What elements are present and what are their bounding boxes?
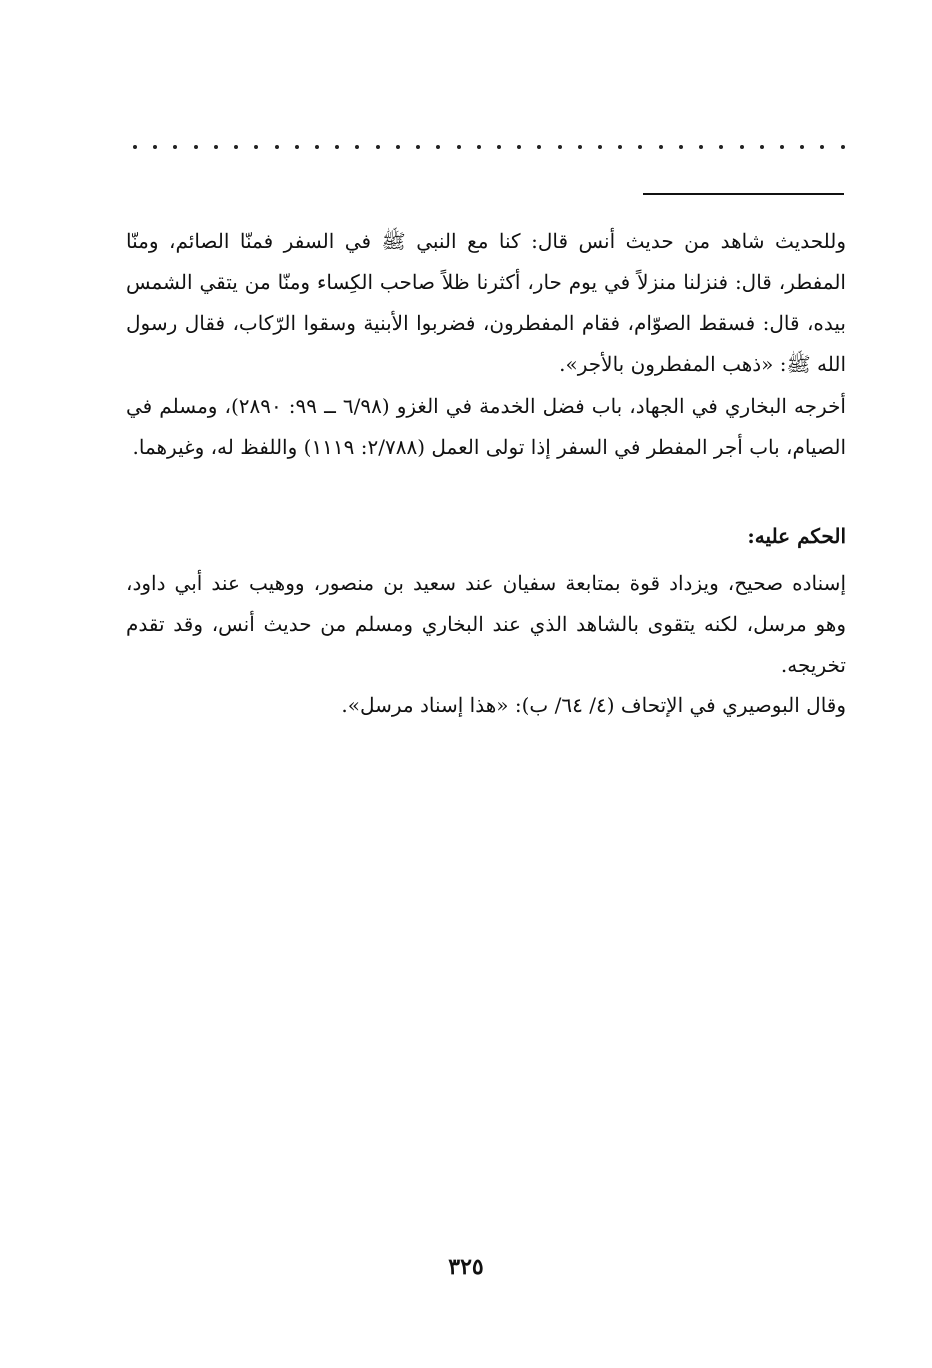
page-number: ٣٢٥	[448, 1254, 484, 1280]
separator-dot	[355, 145, 359, 149]
paragraph-witness-hadith: وللحديث شاهد من حديث أنس قال: كنا مع النبي ﷺ في السفر فمنّا الصائم، ومنّا المفطر، قال: فنزلنا منزلاً في يوم حار، أكثرنا ظلاً صاحب الكِساء ومنّا من يتقي الشمس بيده، قال: فسقط الصوّام، فقام المفطرون، فضربوا الأبنية وسقوا الرّكاب، فقال رسول الله ﷺ: «ذهب المفطرون بالأجر».	[126, 229, 846, 376]
separator-dot	[254, 145, 258, 149]
separator-dot	[214, 145, 218, 149]
separator-dot	[416, 145, 420, 149]
separator-dot	[234, 145, 238, 149]
separator-dot	[679, 145, 683, 149]
separator-dot	[153, 145, 157, 149]
separator-dot	[638, 145, 642, 149]
separator-dot	[820, 145, 824, 149]
separator-dot	[760, 145, 764, 149]
dotted-separator	[133, 140, 845, 154]
separator-dot	[133, 145, 137, 149]
ruling-heading: الحكم عليه:	[747, 524, 846, 548]
separator-dot	[780, 145, 784, 149]
separator-dot	[537, 145, 541, 149]
separator-dot	[841, 145, 845, 149]
separator-dot	[578, 145, 582, 149]
separator-dot	[173, 145, 177, 149]
separator-dot	[517, 145, 521, 149]
separator-dot	[558, 145, 562, 149]
separator-dot	[295, 145, 299, 149]
separator-dot	[315, 145, 319, 149]
separator-dot	[436, 145, 440, 149]
paragraph-takhrij: أخرجه البخاري في الجهاد، باب فضل الخدمة في الغزو (٦/٩٨ ــ ٩٩: ٢٨٩٠)، ومسلم في الصيام، باب أجر المفطر في السفر إذا تولى العمل (٢/٧٨٨: ١١١٩) واللفظ له، وغيرهما.	[126, 394, 846, 459]
footnote-rule	[643, 193, 844, 195]
separator-dot	[275, 145, 279, 149]
separator-dot	[719, 145, 723, 149]
separator-dot	[335, 145, 339, 149]
separator-dot	[699, 145, 703, 149]
separator-dot	[376, 145, 380, 149]
separator-dot	[396, 145, 400, 149]
paragraph-busiri: وقال البوصيري في الإتحاف (٤/ ٦٤/ ب): «هذا إسناد مرسل».	[341, 693, 846, 717]
separator-dot	[659, 145, 663, 149]
separator-dot	[457, 145, 461, 149]
separator-dot	[740, 145, 744, 149]
separator-dot	[497, 145, 501, 149]
separator-dot	[618, 145, 622, 149]
separator-dot	[194, 145, 198, 149]
separator-dot	[800, 145, 804, 149]
paragraph-ruling: إسناده صحيح، ويزداد قوة بمتابعة سفيان عند سعيد بن منصور، ووهيب عند أبي داود، وهو مرسل، لكنه يتقوى بالشاهد الذي عند البخاري ومسلم من حديث أنس، وقد تقدم تخريجه.	[126, 571, 846, 677]
separator-dot	[598, 145, 602, 149]
separator-dot	[477, 145, 481, 149]
